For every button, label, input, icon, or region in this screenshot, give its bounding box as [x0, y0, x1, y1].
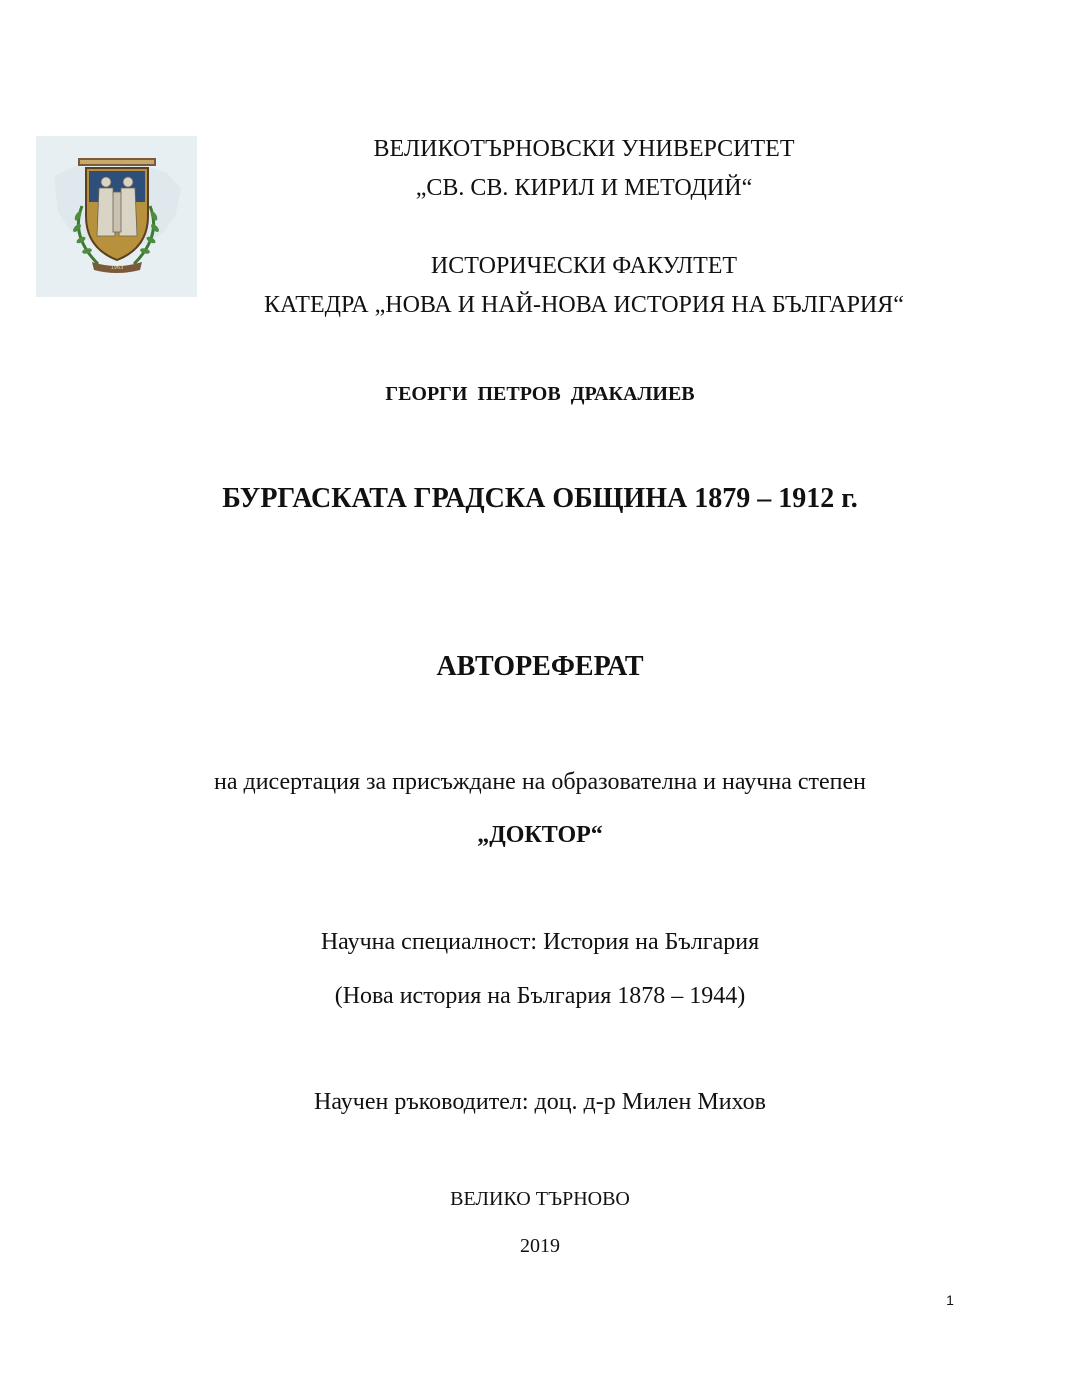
- specialty-line-1: Научна специалност: История на България: [320, 929, 760, 955]
- page-number: 1: [946, 1292, 954, 1308]
- university-name-line-1: ВЕЛИКОТЪРНОВСКИ УНИВЕРСИТЕТ: [373, 136, 795, 162]
- degree-name: „ДОКТОР“: [477, 822, 603, 848]
- scientific-supervisor: Научен ръководител: доц. д-р Милен Михов: [313, 1089, 766, 1115]
- degree-purpose: на дисертация за присъждане на образователна и научна степен: [214, 769, 866, 795]
- svg-text:1963: 1963: [110, 265, 124, 271]
- place: ВЕЛИКО ТЪРНОВО: [450, 1188, 630, 1210]
- department-name: КАТЕДРА „НОВА И НАЙ-НОВА ИСТОРИЯ НА БЪЛГАРИЯ“: [264, 292, 904, 318]
- university-name-line-2: „СВ. СВ. КИРИЛ И МЕТОДИЙ“: [415, 175, 753, 201]
- specialty-line-2: (Нова история на България 1878 – 1944): [334, 983, 746, 1009]
- author-name: ГЕОРГИ ПЕТРОВ ДРАКАЛИЕВ: [385, 383, 695, 405]
- thesis-title: БУРГАСКАТА ГРАДСКА ОБЩИНА 1879 – 1912 г.: [222, 483, 858, 514]
- year: 2019: [520, 1235, 560, 1257]
- faculty-name: ИСТОРИЧЕСКИ ФАКУЛТЕТ: [430, 253, 738, 279]
- document-type: АВТОРЕФЕРАТ: [436, 651, 644, 682]
